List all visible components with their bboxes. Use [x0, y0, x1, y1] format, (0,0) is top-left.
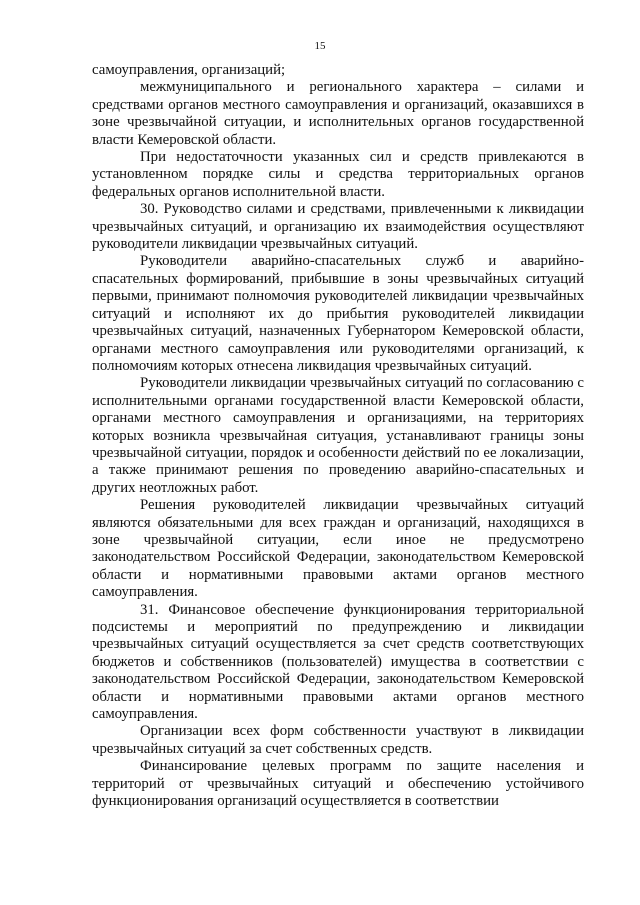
- paragraph: Руководители аварийно-спасательных служб и аварийно-спасательных формирований, прибывшие в зоны чрезвычайных ситуаций первыми, принимают полномочия руководителей ликвидации чрезвычайных ситуаций и исполняют их до прибытия руководителей ликвидации чрезвычайных ситуаций, назначенных Губернатором Кемеровской области, органами местного самоуправления или руководителями организаций, к полномочиям которых отнесена ликвидация чрезвычайных ситуаций.: [92, 253, 584, 374]
- paragraph: Решения руководителей ликвидации чрезвычайных ситуаций являются обязательными для всех граждан и организаций, находящихся в зоне чрезвычайной ситуации, если иное не предусмотрено законодательством Российской Федерации, законодательством Кемеровской области и нормативными правовыми актами органов местного самоуправления.: [92, 497, 584, 601]
- paragraph: Руководители ликвидации чрезвычайных ситуаций по согласованию с исполнительными органами государственной власти Кемеровской области, органами местного самоуправления и организациями, на территориях которых возникла чрезвычайная ситуация, устанавливают границы зоны чрезвычайной ситуации, порядок и особенности действий по ее локализации, а также принимают решения по проведению аварийно-спасательных и других неотложных работ.: [92, 375, 584, 496]
- paragraph: При недостаточности указанных сил и средств привлекаются в установленном порядке силы и средства территориальных органов федеральных органов исполнительной власти.: [92, 149, 584, 200]
- paragraph: самоуправления, организаций;: [92, 62, 286, 78]
- document-body: [92, 62, 584, 810]
- page-number: 15: [314, 40, 326, 52]
- paragraph: межмуниципального и регионального характера – силами и средствами органов местного самоуправления и организаций, оказавшихся в зоне чрезвычайной ситуации, и исполнительных органов государственной власти Кемеровской области.: [92, 79, 584, 148]
- paragraph: Финансирование целевых программ по защите населения и территорий от чрезвычайных ситуаций и обеспечению устойчивого функционирования организаций осуществляется в соответствии: [92, 758, 584, 810]
- paragraph: 31. Финансовое обеспечение функционирования территориальной подсистемы и мероприятий по предупреждению и ликвидации чрезвычайных ситуаций осуществляется за счет средств соответствующих бюджетов и собственников (пользователей) имущества в соответствии с законодательством Российской Федерации, законодательством Кемеровской области и нормативными правовыми актами органов местного самоуправления.: [92, 601, 584, 723]
- paragraph: Организации всех форм собственности участвуют в ликвидации чрезвычайных ситуаций за счет собственных средств.: [92, 723, 584, 757]
- paragraph: 30. Руководство силами и средствами, привлеченными к ликвидации чрезвычайных ситуаций, и организацию их взаимодействия осуществляют руководители ликвидации чрезвычайных ситуаций.: [92, 201, 584, 253]
